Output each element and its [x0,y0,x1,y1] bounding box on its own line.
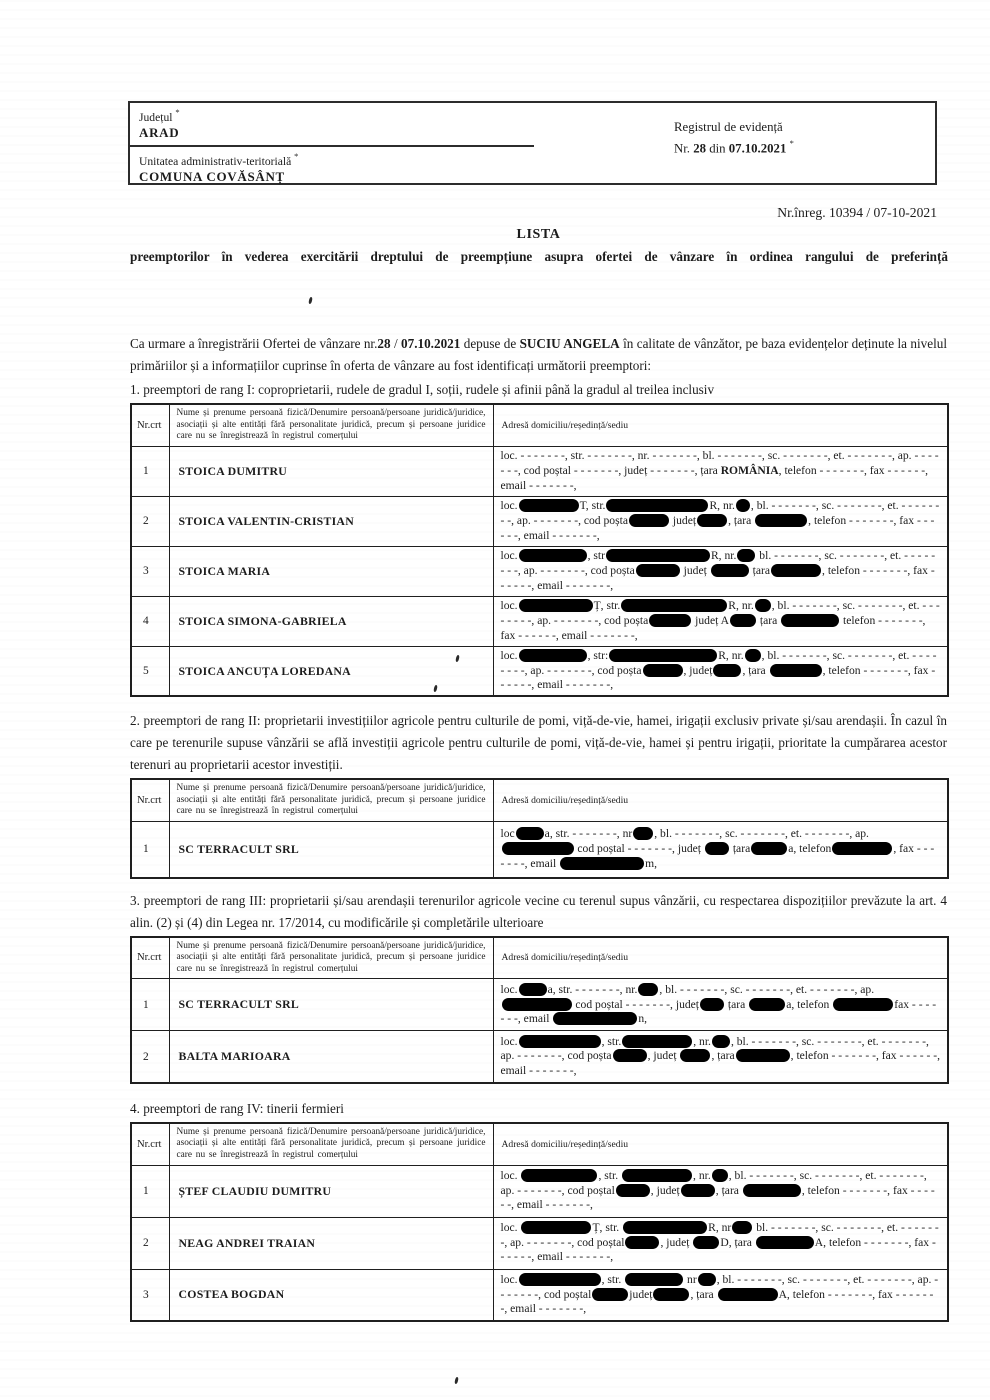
row-number-cell: 2 [131,1217,169,1269]
redaction-bar [519,499,579,512]
header-nr-crt: Nr.crt [131,1123,169,1165]
header-address: Adresă domiciliu/reședință/sediu [493,404,948,446]
name-cell: COSTEA BOGDAN [169,1269,493,1321]
preemptors-table-rank-2 [130,778,949,878]
redaction-bar [755,599,771,612]
address-cell: loc. a, str. - - - - - - -, nr. , bl. - - - - - - -, sc. - - - - - - -, et. - - - - - - -, ap. cod poștal - - - - - - -, județ țara a, telefon fax - - - - - - -, email n, [493,979,948,1031]
table-row [131,646,948,696]
document-subtitle: preemptorilor în vederea exercitării dreptului de preempțiune asupra ofertei de vânzare în ordinea rangului de preferință [130,249,948,264]
preemptors-table-rank-3 [130,936,949,1084]
registry-title: Registrul de evidență [674,120,783,134]
redaction-bar [519,549,587,562]
redaction-bar [700,998,724,1011]
row-number-cell: 3 [131,546,169,596]
redaction-bar [745,649,761,662]
redaction-bar [592,1288,628,1301]
table-row [131,596,948,646]
section-3-heading: 3. preemptori de rang III: proprietarii și/sau arendașii terenurilor agricole vecine cu terenul supus vânzării, cu respectarea dispozițiilor prevăzute la art. 4 alin. (2) și (4) din Legea nr. 17/2014, cu modificările și completările ulterioare [130,892,947,930]
address-cell: loc. T, str. R, nr. , bl. - - - - - - -, sc. - - - - - - -, et. - - - - - - - -, ap. - - - - - - -, cod poșta județ , țara , telefon - - - - - - -, fax - - - - - -, email - - - - - - -, [493,496,948,546]
redaction-bar [649,614,691,627]
redaction-bar [616,1184,650,1197]
table-row [131,1217,948,1269]
redaction-bar [653,1288,689,1301]
redaction-bar [643,664,683,677]
redaction-bar [519,649,587,662]
uat-cell [130,147,534,191]
redaction-bar [711,564,749,577]
redaction-bar [718,1288,778,1301]
intro-paragraph: Ca urmare a înregistrării Ofertei de vânzare nr.28 / 07.10.2021 depuse de SUCIU ANGELA în calitate de vânzător, pe baza evidențelor deținute la nivelul primăriilor și a informațiilor cuprinse în oferta de vânzare au fost identificați următorii preemptori: [130,336,947,373]
redaction-bar [712,1035,730,1048]
name-cell: ȘTEF CLAUDIU DUMITRU [169,1165,493,1217]
address-cell: loc. Ț, str. R, nr. , bl. - - - - - - -, sc. - - - - - - -, et. - - - - - - - -, ap. - - - - - - -, cod poșta județ A țara telefon - - - - - - -, fax - - - - - -, email - - - - - - -, [493,596,948,646]
header-address: Adresă domiciliu/reședință/sediu [493,779,948,821]
table-row [131,496,948,546]
redaction-bar [638,983,658,996]
county-label: Județul * [139,107,180,124]
redaction-bar [502,998,572,1011]
table-row [131,1031,948,1083]
redaction-bar [770,664,822,677]
address-cell: loc. , str: R, nr. , bl. - - - - - - -, sc. - - - - - - -, et. - - - - - - - -, ap. - - - - - - -, cod poșta , județ , țara , telefon - - - - - - -, fax - - - - - -, email - - - - - - -, [493,646,948,696]
preemptors-table-rank-4 [130,1122,949,1322]
redaction-bar [502,842,574,855]
redaction-bar [712,1169,728,1182]
redaction-bar [781,614,839,627]
document-body [130,333,947,1322]
row-number-cell: 2 [131,1031,169,1083]
row-number-cell: 1 [131,822,169,878]
redaction-bar [622,1169,692,1182]
header-nr-crt: Nr.crt [131,937,169,979]
header-address: Adresă domiciliu/reședință/sediu [493,937,948,979]
registry-box [534,101,937,185]
redaction-bar [736,1049,790,1062]
address-cell: loc. , str. nr , bl. - - - - - - -, sc. - - - - - - -, et. - - - - - - -, ap. - - - - - - -, cod poștal județ , țara A, telefon - - - - - - -, fax - - - - - - -, email - - - - - - -, [493,1269,948,1321]
redaction-bar [625,1273,683,1286]
redaction-bar [680,1049,710,1062]
row-number-cell: 5 [131,646,169,696]
uat-value: COMUNA COVĂSÂNȚ [139,168,285,184]
redaction-bar [521,1169,597,1182]
county-value: ARAD [139,124,180,140]
redaction-bar [521,1221,591,1234]
row-number-cell: 4 [131,596,169,646]
sections-container [130,379,947,1322]
document-title: LISTA [516,227,561,242]
redaction-bar [633,827,653,840]
redaction-bar [730,614,756,627]
table-header-row [131,1123,948,1165]
registration-number-line: Nr.înreg. 10394 / 07-10-2021 [777,205,937,220]
redaction-bar [771,564,821,577]
redaction-bar [560,857,644,870]
redaction-bar [519,983,547,996]
row-number-cell: 3 [131,1269,169,1321]
header-name: Nume și prenume persoană fizică/Denumire persoană/persoane juridică/juridice, asociații și alte entități fără personalitate juridică, precum și persoane juridice care nu se înregistrează în registrul comerțului [169,404,493,446]
table-row [131,1165,948,1217]
name-cell: STOICA ANCUȚA LOREDANA [169,646,493,696]
row-number-cell: 1 [131,979,169,1031]
redaction-bar [629,514,669,527]
uat-label: Unitatea administrativ-teritorială * [139,151,299,168]
table-row [131,1269,948,1321]
header-name: Nume și prenume persoană fizică/Denumire persoană/persoane juridică/juridice, asociații și alte entități fără personalitate juridică, precum și persoane juridice care nu se înregistrează în registrul comerțului [169,937,493,979]
name-cell: SC TERRACULT SRL [169,822,493,878]
redaction-bar [519,1273,601,1286]
redaction-bar [755,514,807,527]
header-name: Nume și prenume persoană fizică/Denumire persoană/persoane juridică/juridice, asociații și alte entități fără personalitate juridică, precum și persoane juridice care nu se înregistrează în registrul comerțului [169,1123,493,1165]
redaction-bar [553,1012,637,1025]
redaction-bar [519,1035,601,1048]
name-cell: NEAG ANDREI TRAIAN [169,1217,493,1269]
redaction-bar [705,842,729,855]
redaction-bar [681,1184,715,1197]
header-left-box [128,101,536,185]
section-2-heading: 2. preemptori de rang II: proprietarii investițiilor agricole pentru culturile de pomi, viță-de-vie, hamei, irigații exclusiv private și/sau arendașii. În cazul în care pe terenurile supuse vânzării se află investiții agricole pentru culturile de pomi, viță-de-vie, hamei și pentru irigații, prioritate la cumpărarea acestor terenuri au proprietarii acestor investiții. [130,713,947,773]
address-cell: loc. - - - - - - -, str. - - - - - - -, nr. - - - - - - -, bl. - - - - - - -, sc. - - - - - - -, et. - - - - - - -, ap. - - - - - - -, cod poștal - - - - - - -, județ - - - - - - -, țara ROMÂNIA, telefon - - - - - - -, fax - - - - - -, email - - - - - - -, [493,446,948,496]
name-cell: STOICA SIMONA-GABRIELA [169,596,493,646]
preemptors-table-rank-1 [130,403,949,697]
redaction-bar [713,664,741,677]
redaction-bar [621,599,727,612]
redaction-bar [756,1236,814,1249]
redaction-bar [697,514,727,527]
name-cell: SC TERRACULT SRL [169,979,493,1031]
section-1-heading: 1. preemptori de rang I: coproprietarii, rudele de gradul I, soții, rudele și afinii până la gradul al treilea inclusiv [130,382,715,397]
row-number-cell: 2 [131,496,169,546]
redaction-bar [606,549,710,562]
redaction-bar [519,599,593,612]
redaction-bar [516,827,544,840]
section-4-heading: 4. preemptori de rang IV: tinerii fermieri [130,1100,344,1116]
redaction-bar [609,649,717,662]
scan-artifact [454,1377,459,1385]
redaction-bar [606,499,708,512]
registry-number: Nr. 28 din 07.10.2021 * [674,138,794,156]
header-name: Nume și prenume persoană fizică/Denumire persoană/persoane juridică/juridice, asociații și alte entități fără personalitate juridică, precum și persoane juridice care nu se înregistrează în registrul comerțului [169,779,493,821]
table-row [131,979,948,1031]
table-row [131,822,948,878]
name-cell: STOICA MARIA [169,546,493,596]
redaction-bar [693,1236,719,1249]
row-number-cell: 1 [131,1165,169,1217]
redaction-bar [732,1221,752,1234]
address-cell: loc. , str. , nr. , bl. - - - - - - -, sc. - - - - - - -, et. - - - - - - -, ap. - - - - - - -, cod poștal , județ , țara , telefon - - - - - - -, fax - - - - - -, email - - - - - - -, [493,1165,948,1217]
row-number-cell: 1 [131,446,169,496]
redaction-bar [832,842,892,855]
redaction-bar [736,499,750,512]
redaction-bar [625,1236,659,1249]
table-row [131,446,948,496]
redaction-bar [749,998,785,1011]
name-cell: STOICA DUMITRU [169,446,493,496]
address-cell: loc. Ț, str. R, nr bl. - - - - - - -, sc. - - - - - - -, et. - - - - - - -, ap. - - - - - - -, cod poștal , județ D, țara A, telefon - - - - - - -, fax - - - - - -, email - - - - - - -, [493,1217,948,1269]
table-header-row [131,779,948,821]
address-cell: loc. , str R, nr. bl. - - - - - - -, sc. - - - - - - -, et. - - - - - - - -, ap. - - - - - - -, cod poșta județ țara , telefon - - - - - - -, fax - - - - - -, email - - - - - - -, [493,546,948,596]
redaction-bar [622,1035,692,1048]
redaction-bar [743,1184,801,1197]
header-address: Adresă domiciliu/reședință/sediu [493,1123,948,1165]
county-cell [130,103,534,147]
redaction-bar [613,1049,647,1062]
name-cell: STOICA VALENTIN-CRISTIAN [169,496,493,546]
address-cell: loc a, str. - - - - - - -, nr , bl. - - - - - - -, sc. - - - - - - -, et. - - - - - - -, ap. cod poștal - - - - - - -, județ țara a, telefon , fax - - - - - - -, email m, [493,822,948,878]
table-row [131,546,948,596]
name-cell: BALTA MARIOARA [169,1031,493,1083]
table-header-row [131,937,948,979]
redaction-bar [636,564,680,577]
redaction-bar [833,998,893,1011]
redaction-bar [623,1221,707,1234]
redaction-bar [698,1273,716,1286]
redaction-bar [751,842,787,855]
redaction-bar [737,549,755,562]
scan-artifact [308,297,313,305]
header-nr-crt: Nr.crt [131,404,169,446]
header-nr-crt: Nr.crt [131,779,169,821]
address-cell: loc. , str. , nr. , bl. - - - - - - -, sc. - - - - - - -, et. - - - - - - -, ap. - - - - - - -, cod poșta , județ , țara , telefon - - - - - - -, fax - - - - - -, email - - - - - - -, [493,1031,948,1083]
table-header-row [131,404,948,446]
